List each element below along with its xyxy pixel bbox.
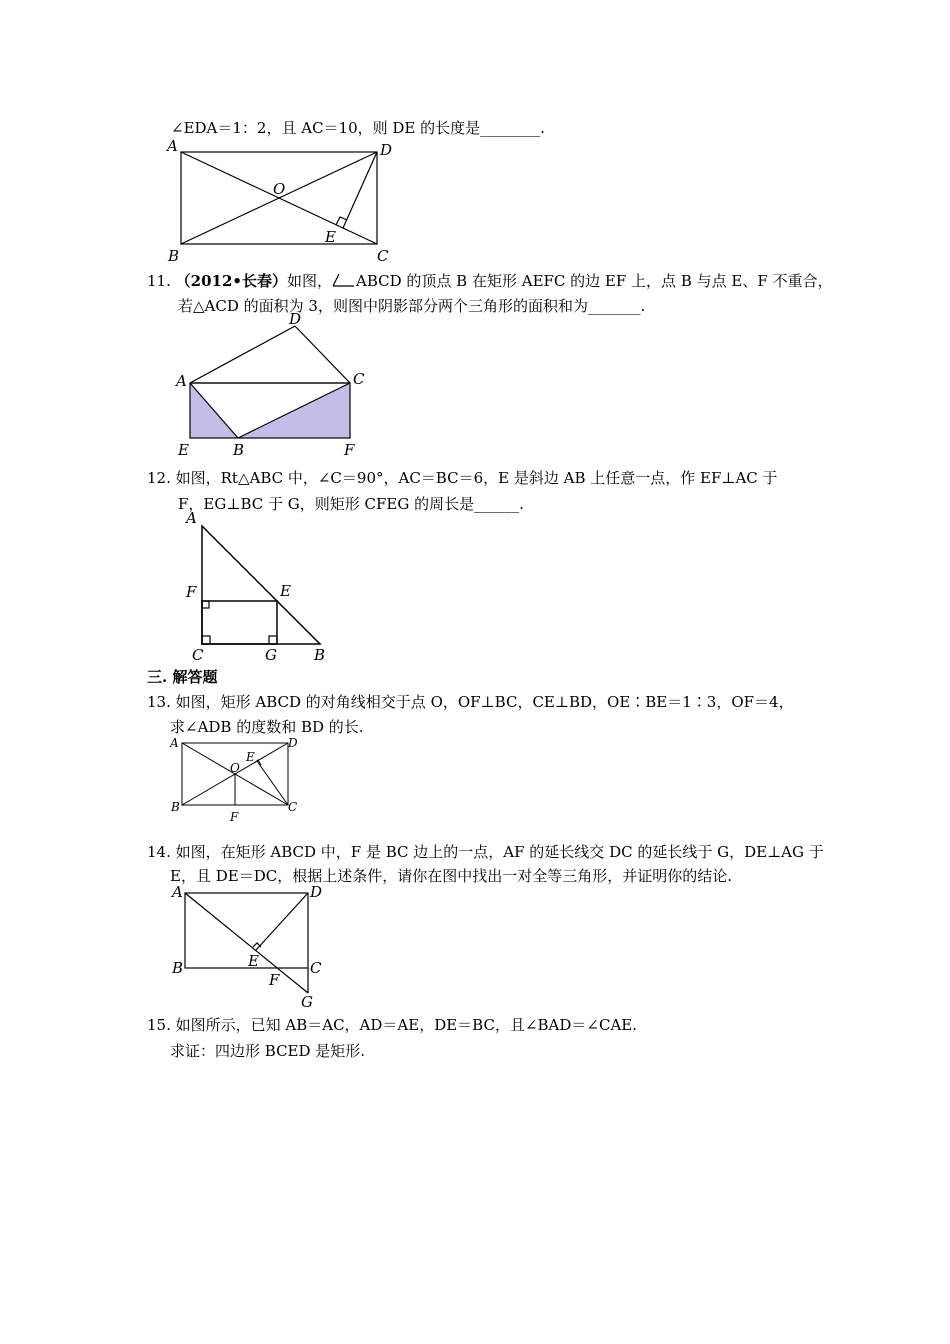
q10-label-c: C	[377, 247, 389, 265]
q13-label-a: A	[170, 736, 179, 750]
q12-right-angle-g	[269, 636, 277, 644]
q13-line1: 13. 如图，矩形 ABCD 的对角线相交于点 O，OF⊥BC，CE⊥BD，OE∶BE＝1∶3，OF＝4，	[147, 693, 794, 711]
q14-figure	[168, 883, 328, 1011]
q11-label-a: A	[176, 372, 187, 390]
q12-label-g: G	[265, 646, 277, 664]
q12-figure	[180, 508, 340, 666]
q12-line2: F，EG⊥BC 于 G，则矩形 CFEG 的周长是______.	[178, 495, 524, 513]
q15-line1: 15. 如图所示，已知 AB＝AC，AD＝AE，DE＝BC，且∠BAD＝∠CAE.	[147, 1016, 637, 1034]
q13-label-c: C	[288, 800, 298, 814]
q12-label-a: A	[186, 509, 197, 527]
q10-label-d: D	[380, 141, 393, 159]
q13-segment-ce	[257, 761, 288, 805]
q12-label-f: F	[186, 583, 197, 601]
q14-segment-de	[256, 893, 308, 950]
q12-rect-cfeg	[202, 601, 277, 644]
q12-label-e: E	[280, 582, 291, 600]
q12-triangle-abc	[202, 526, 320, 644]
q11-text-a: 如图，	[286, 272, 332, 290]
q11-label-e: E	[178, 441, 189, 459]
q12-label-c: C	[192, 646, 204, 664]
q10-label-a: A	[167, 137, 178, 155]
q13-label-d: D	[288, 736, 298, 750]
q10-label-e: E	[325, 228, 336, 246]
q11-text-b: ABCD 的顶点 B 在矩形 AEFC 的边 EF 上，点 B 与点 E、F 不重合，	[356, 272, 833, 290]
q10-text: ∠EDA＝1：2，且 AC＝10，则 DE 的长度是________.	[171, 119, 545, 137]
q12-right-angle-c	[202, 636, 210, 644]
q15-line2: 求证：四边形 BCED 是矩形.	[170, 1042, 366, 1060]
q11-segment-dc	[295, 326, 350, 383]
q14-segment-ag	[185, 893, 308, 993]
q13-label-b: B	[171, 800, 180, 814]
q14-line2: E，且 DE＝DC，根据上述条件，请你在图中找出一对全等三角形，并证明你的结论.	[170, 867, 732, 885]
q11-source: （2012•长春）	[175, 272, 287, 290]
q14-label-f: F	[269, 971, 280, 989]
q11-segment-ad	[190, 326, 295, 383]
q13-figure	[168, 734, 303, 826]
q10-label-o: O	[273, 180, 286, 198]
q14-label-c: C	[310, 959, 322, 977]
q11-label-d: D	[289, 310, 302, 328]
q12-right-angle-f	[202, 601, 209, 608]
q13-label-f: F	[230, 810, 239, 824]
q14-rect-abcd	[185, 893, 308, 968]
q14-label-b: B	[172, 959, 184, 977]
q14-label-e: E	[248, 952, 259, 970]
q13-label-o: O	[230, 761, 240, 775]
q11-number: 11.	[147, 272, 171, 290]
q10-figure	[165, 137, 395, 265]
q14-label-g: G	[301, 993, 313, 1011]
q11-line2: 若△ACD 的面积为 3，则图中阴影部分两个三角形的面积和为_______.	[178, 297, 646, 315]
q10-label-b: B	[168, 247, 180, 265]
q11-label-b: B	[233, 441, 245, 459]
q14-right-angle-mark	[253, 943, 261, 947]
q10-segment-de	[343, 152, 377, 228]
q13-line2: 求∠ADB 的度数和 BD 的长.	[170, 718, 364, 736]
parallelogram-symbol-icon	[332, 273, 356, 287]
q14-line1: 14. 如图，在矩形 ABCD 中，F 是 BC 边上的一点，AF 的延长线交 DC 的延长线于 G，DE⊥AG 于	[147, 843, 824, 861]
q14-label-a: A	[172, 883, 183, 901]
q11-label-f: F	[344, 441, 355, 459]
section-heading: 三. 解答题	[147, 668, 218, 686]
q11-label-c: C	[353, 370, 365, 388]
q13-label-e: E	[246, 750, 255, 764]
q11-figure	[170, 310, 380, 460]
q12-label-b: B	[314, 646, 326, 664]
q14-label-d: D	[310, 883, 323, 901]
q12-line1: 12. 如图，Rt△ABC 中，∠C＝90°，AC＝BC＝6，E 是斜边 AB 上任意一点，作 EF⊥AC 于	[147, 469, 778, 487]
q11-line1	[147, 271, 833, 291]
